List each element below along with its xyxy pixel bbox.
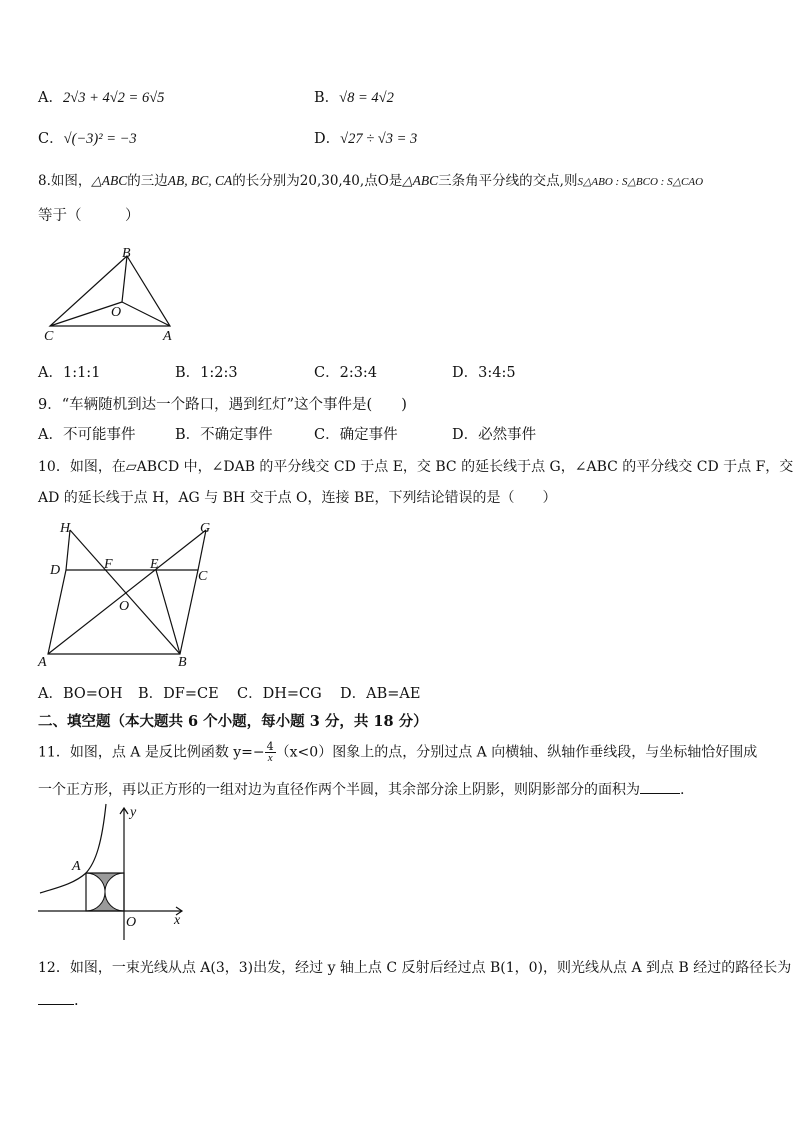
q7-option-b: B．√8 = 4√2 bbox=[314, 90, 394, 106]
section-heading-fill-in: 二、填空题（本大题共 6 个小题，每小题 3 分，共 18 分） bbox=[38, 713, 428, 730]
q10-option-b: B．DF=CE bbox=[138, 686, 219, 702]
q10-parallelogram-figure bbox=[34, 516, 224, 671]
q10-option-a: A．BO=OH bbox=[38, 686, 123, 702]
q8-label-b: B bbox=[122, 246, 131, 261]
q8-label-o: O bbox=[111, 305, 122, 320]
q7-option-c-expr: √(−3)² = −3 bbox=[63, 131, 137, 147]
q8-stem: 8.如图，△ABC的三边AB, BC, CA的长分别为20,30,40,点O是△ABC三条角平分线的交点,则S△ABO : S△BCO : S△CAO bbox=[38, 173, 704, 189]
q8-triangle-figure bbox=[40, 240, 190, 345]
q9-option-a: A．不可能事件 bbox=[38, 427, 136, 443]
q11-label-a: A bbox=[72, 859, 81, 874]
q8-option-b: B．1:2:3 bbox=[175, 365, 238, 381]
q9-option-d: D．必然事件 bbox=[452, 427, 537, 443]
q12-stem-line1: 12．如图，一束光线从点 A(3，3)出发，经过 y 轴上点 C 反射后经过点 B(1，0)，则光线从点 A 到点 B 经过的路径长为 bbox=[38, 960, 792, 976]
q7-option-d-expr: √27 ÷ √3 = 3 bbox=[340, 131, 418, 147]
q10-label-f: F bbox=[104, 557, 113, 572]
q10-label-o: O bbox=[119, 599, 130, 614]
q8-stem-end: 等于（ ） bbox=[38, 208, 140, 224]
q12-stem-line2: . bbox=[38, 990, 79, 1011]
q11-label-x: x bbox=[174, 913, 181, 928]
q10-label-d: D bbox=[50, 563, 61, 578]
q12-answer-blank[interactable] bbox=[38, 990, 74, 1005]
q9-stem: 9．“车辆随机到达一个路口，遇到红灯”这个事件是( ) bbox=[38, 397, 407, 413]
q8-option-a: A．1:1:1 bbox=[38, 365, 101, 381]
q10-option-d: D．AB=AE bbox=[340, 686, 421, 702]
q9-option-b: B．不确定事件 bbox=[175, 427, 273, 443]
q11-label-y: y bbox=[130, 805, 137, 820]
q7-option-a: A．2√3 + 4√2 = 6√5 bbox=[38, 90, 165, 106]
q7-option-c: C．√(−3)² = −3 bbox=[38, 131, 137, 147]
q11-stem-line2: 一个正方形，再以正方形的一组对边为直径作两个半圆，其余部分涂上阴影，则阴影部分的面积为 . bbox=[38, 779, 684, 800]
q7-option-d: D．√27 ÷ √3 = 3 bbox=[314, 131, 418, 147]
q10-label-h: H bbox=[60, 521, 71, 536]
q10-option-c: C．DH=CG bbox=[237, 686, 322, 702]
q10-stem-line1: 10．如图，在▱ABCD 中，∠DAB 的平分线交 CD 于点 E，交 BC 的延长线于点 G，∠ABC 的平分线交 CD 于点 F，交 bbox=[38, 459, 794, 475]
q8-option-d: D．3:4:5 bbox=[452, 365, 516, 381]
q10-label-a: A bbox=[38, 655, 47, 670]
q11-coordinate-figure bbox=[36, 800, 196, 945]
q8-label-a: A bbox=[163, 329, 172, 344]
q9-option-c: C．确定事件 bbox=[314, 427, 398, 443]
q11-label-o: O bbox=[126, 915, 137, 930]
q11-stem-line1: 11．如图，点 A 是反比例函数 y=− $\frac{4}{x}$ （x<0）图象上的点，分别过点 A 向横轴、纵轴作垂线段，与坐标轴恰好围成 bbox=[38, 740, 758, 764]
q8-option-c: C．2:3:4 bbox=[314, 365, 378, 381]
q11-answer-blank[interactable] bbox=[640, 779, 680, 794]
q10-label-c: C bbox=[198, 569, 208, 584]
q7-option-b-expr: √8 = 4√2 bbox=[339, 90, 394, 106]
q10-stem-line2: AD 的延长线于点 H，AG 与 BH 交于点 O，连接 BE，下列结论错误的是（ ） bbox=[38, 490, 557, 506]
q10-label-b: B bbox=[178, 655, 187, 670]
q8-label-c: C bbox=[44, 329, 54, 344]
q7-option-a-expr: 2√3 + 4√2 = 6√5 bbox=[62, 90, 165, 106]
q11-fraction: $\frac{4}{x}$ bbox=[266, 740, 274, 764]
q10-label-e: E bbox=[150, 557, 159, 572]
q10-label-g: G bbox=[200, 521, 211, 536]
